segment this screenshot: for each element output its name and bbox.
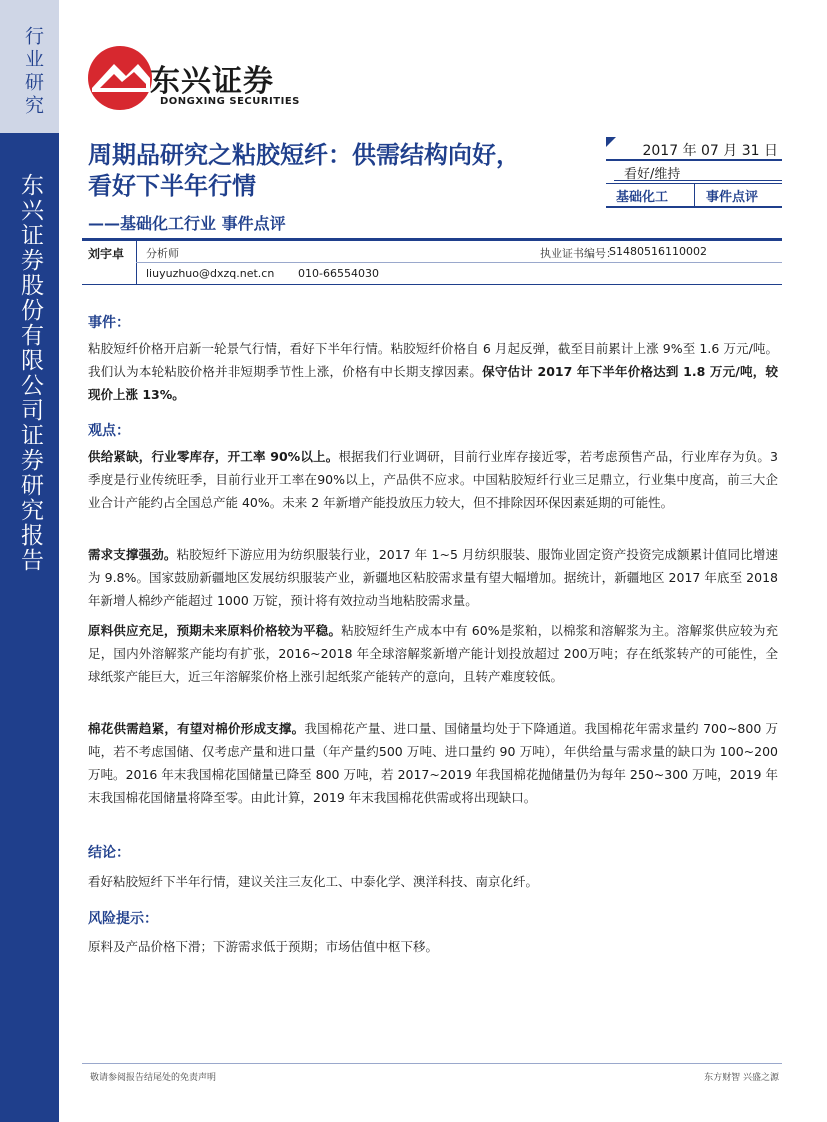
paragraph-text: 粘胶短纤生产成本中有 60%是浆粕，以棉浆和溶解浆为主。溶解浆供应较为充足，国内外溶解浆产能均有扩张，2016~2018 年全球溶解浆新增产能计划投放超过 200万吨；存在纸浆转产的可能性，全球纸浆产能巨大，近三年溶解浆价格上涨引起纸浆产能转产的意向，且转产难度较低。 xyxy=(88,623,778,684)
paragraph-material xyxy=(88,619,778,688)
paragraph-lead: 棉花供需趋紧，有望对棉价形成支撑。 xyxy=(88,721,305,736)
footer-slogan: 东方财智 兴盛之源 xyxy=(704,1073,779,1083)
logo-name-cn: 东兴证券 xyxy=(150,64,274,99)
paragraph-text: 粘胶短纤下游应用为纺织服装行业，2017 年 1~5 月纺织服装、服饰业固定资产投资完成额累计值同比增速为 9.8%。国家鼓励新疆地区发展纺织服装产业，新疆地区粘胶需求量有望大幅增加。据统计，新疆地区 2017 年底至 2018 年新增人棉纱产能超过 1000 万锭，预计将有效拉动当地粘胶需求量。 xyxy=(88,547,778,608)
date-marker-icon xyxy=(606,137,616,147)
paragraph-lead: 原料供应充足，预期未来原料价格较为平稳。 xyxy=(88,623,342,638)
paragraph-conclusion: 看好粘胶短纤下半年行情，建议关注三友化工、中泰化学、澳洋科技、南京化纤。 xyxy=(88,874,539,889)
report-date: 2017 年 07 月 31 日 xyxy=(642,143,778,159)
report-subtitle: ——基础化工行业 事件点评 xyxy=(88,214,286,233)
rating-label: 看好/维持 xyxy=(614,163,782,181)
divider xyxy=(82,284,782,285)
section-title-view: 观点： xyxy=(88,423,130,439)
section-title-event: 事件： xyxy=(88,315,130,331)
analyst-info xyxy=(82,241,782,285)
analyst-email[interactable]: liuyuzhuo@dxzq.net.cn xyxy=(146,267,275,280)
divider xyxy=(694,184,695,206)
sidebar-category xyxy=(0,0,59,133)
sidebar-category-label: 行业研究 xyxy=(22,26,44,118)
cert-number: S1480516110002 xyxy=(609,245,707,258)
tag-type: 事件点评 xyxy=(706,190,759,205)
analyst-name: 刘宇卓 xyxy=(88,247,125,261)
footer-disclaimer: 敬请参阅报告结尾处的免责声明 xyxy=(90,1073,217,1083)
paragraph-risk: 原料及产品价格下滑；下游需求低于预期；市场估值中枢下移。 xyxy=(88,939,439,954)
paragraph-text: 我国棉花产量、进口量、国储量均处于下降通道。我国棉花年需求量约 700~800 万吨，若不考虑国储、仅考虑产量和进口量（年产量约500 万吨、进口量约 90 万吨），年供给量与需求量的缺口为 100~200 万吨。2016 年末我国棉花国储量已降至 800 万吨，若 2017~2019 年我国棉花抛储量仍为每年 250~300 万吨，2019 年末我国棉花国储量将降至零。由此计算，2019 年末我国棉花供需或将出现缺口。 xyxy=(88,721,778,805)
tag-industry: 基础化工 xyxy=(616,190,669,205)
section-title-conclusion: 结论： xyxy=(88,845,130,861)
paragraph-event xyxy=(88,337,778,406)
report-meta-box xyxy=(606,135,782,205)
logo-name-en: DONGXING SECURITIES xyxy=(160,96,300,107)
sidebar-company-label: 东兴证券股份有限公司证券研究报告 xyxy=(17,173,43,573)
divider xyxy=(82,1063,782,1064)
paragraph-highlight: 保守估计 2017 年下半年价格达到 1.8 万元/吨，较现价上涨 13%。 xyxy=(88,364,778,402)
paragraph-cotton xyxy=(88,717,778,809)
report-tags xyxy=(606,183,782,208)
report-title: 周期品研究之粘胶短纤：供需结构向好，看好下半年行情 xyxy=(88,141,520,200)
divider xyxy=(136,241,137,285)
divider xyxy=(136,262,782,263)
analyst-role: 分析师 xyxy=(146,247,179,260)
sidebar-company xyxy=(0,133,59,1122)
paragraph-lead: 供给紧缺，行业零库存，开工率 90%以上。 xyxy=(88,449,339,464)
paragraph-demand xyxy=(88,543,778,612)
analyst-phone: 010-66554030 xyxy=(298,267,379,280)
cert-label: 执业证书编号： xyxy=(540,247,617,260)
paragraph-text: 粘胶短纤价格开启新一轮景气行情，看好下半年行情。粘胶短纤价格自 6 月起反弹，截至目前累计上涨 9%至 1.6 万元/吨。我们认为本轮粘胶价格并非短期季节性上涨，价格有中长期支撑因素。 xyxy=(88,341,778,379)
paragraph-text: 根据我们行业调研，目前行业库存接近零，若考虑预售产品，行业库存为负。3 季度是行业传统旺季，目前行业开工率在90%以上，产品供不应求。中国粘胶短纤行业三足鼎立，行业集中度高，前三大企业合计产能约占全国总产能 40%。未来 2 年新增产能投放压力较大，但不排除因环保因素延期的可能性。 xyxy=(88,449,778,510)
section-title-risk: 风险提示： xyxy=(88,911,158,927)
divider xyxy=(606,159,782,161)
paragraph-supply xyxy=(88,445,778,514)
paragraph-lead: 需求支撑强劲。 xyxy=(88,547,177,562)
